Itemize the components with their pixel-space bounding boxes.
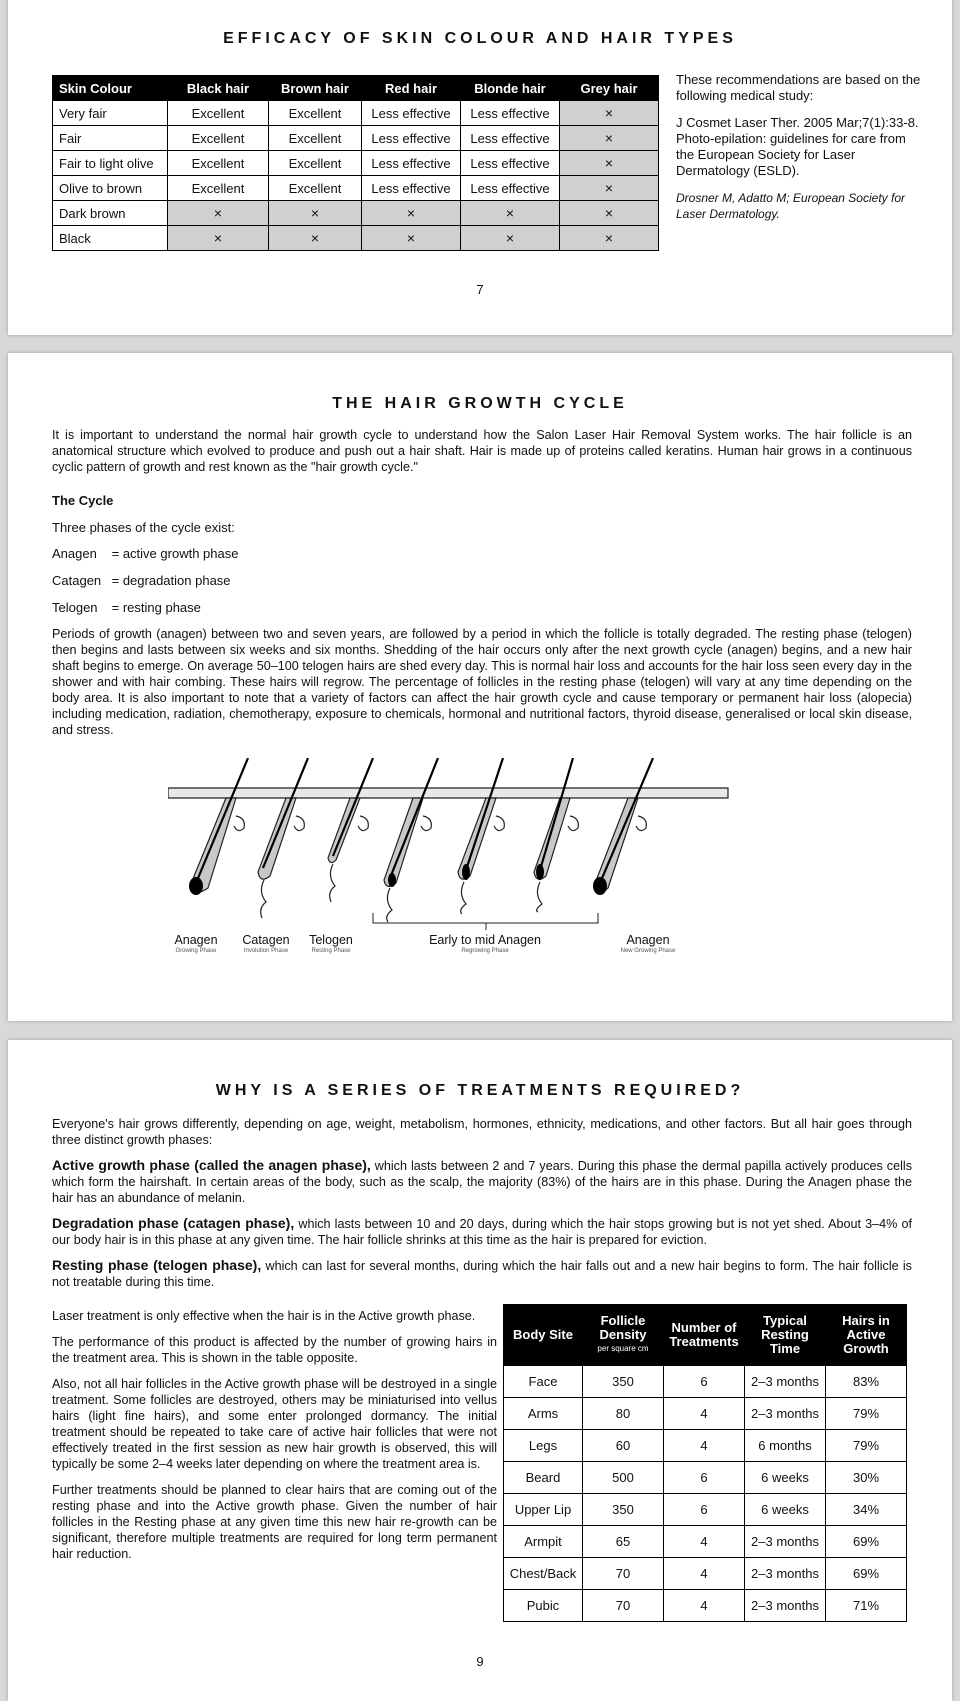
table-cell: ×: [560, 151, 659, 176]
col-header: Typical Resting Time: [745, 1305, 826, 1366]
col-header: Blonde hair: [461, 76, 560, 101]
table-cell: 4: [664, 1526, 745, 1558]
table-cell: ×: [362, 201, 461, 226]
table-cell: 69%: [826, 1526, 907, 1558]
anagen-paragraph: [52, 1157, 912, 1206]
catagen-paragraph: [52, 1215, 912, 1248]
catagen-heading: Degradation phase (catagen phase),: [52, 1215, 295, 1231]
col-header: Hairs in Active Growth: [826, 1305, 907, 1366]
table-cell: 350: [583, 1494, 664, 1526]
table-cell: 69%: [826, 1558, 907, 1590]
hair-growth-page: [8, 353, 952, 1021]
reference-note: [676, 72, 926, 233]
table-cell: 79%: [826, 1398, 907, 1430]
table-cell: Armpit: [504, 1526, 583, 1558]
table-cell: 6: [664, 1494, 745, 1526]
table-cell: 2–3 months: [745, 1558, 826, 1590]
table-cell: 350: [583, 1366, 664, 1398]
page-number: 9: [476, 1654, 484, 1669]
table-cell: Chest/Back: [504, 1558, 583, 1590]
treatment-notes: [52, 1308, 497, 1572]
phase-name: Catagen: [52, 573, 102, 588]
table-row: [504, 1462, 907, 1494]
col-header: Number of Treatments: [664, 1305, 745, 1366]
phase-name: Telogen: [52, 600, 98, 615]
table-cell: 83%: [826, 1366, 907, 1398]
label-sub: Growing Phase: [175, 948, 217, 954]
table-cell: Beard: [504, 1462, 583, 1494]
table-cell: ×: [461, 201, 560, 226]
table-cell: Legs: [504, 1430, 583, 1462]
table-row: [53, 126, 659, 151]
table-cell: Upper Lip: [504, 1494, 583, 1526]
table-cell: Face: [504, 1366, 583, 1398]
table-cell: 79%: [826, 1430, 907, 1462]
table-cell: Excellent: [168, 126, 269, 151]
catagen-text: which lasts between 10 and 20 days, during which the hair stops growing but is not yet shed. About 3–4% of our body hair is in this phase at any given time. The hair follicle shrinks at this time as the hair is prepared for eviction.: [52, 1217, 912, 1247]
col-header-sub: per square cm: [597, 1344, 649, 1353]
reference-authors: Drosner M, Adatto M; European Society for Laser Dermatology.: [676, 191, 905, 221]
page-number: 7: [476, 282, 484, 297]
table-cell: 65: [583, 1526, 664, 1558]
table-cell: 30%: [826, 1462, 907, 1494]
table-row: [504, 1398, 907, 1430]
table-row: [53, 151, 659, 176]
table-cell: ×: [168, 226, 269, 251]
table-row: [53, 101, 659, 126]
table-cell: Less effective: [461, 176, 560, 201]
table-cell: 4: [664, 1558, 745, 1590]
table-cell: ×: [269, 201, 362, 226]
table-row: [53, 226, 659, 251]
cycle-intro: Three phases of the cycle exist:: [52, 520, 235, 535]
table-cell: ×: [560, 176, 659, 201]
hair-follicle-illustration: [168, 758, 788, 993]
table-cell: 2–3 months: [745, 1398, 826, 1430]
table-cell: 4: [664, 1590, 745, 1622]
efficacy-table: [52, 75, 659, 251]
table-cell: Arms: [504, 1398, 583, 1430]
label-early-anagen: [420, 933, 550, 954]
table-cell: Excellent: [168, 176, 269, 201]
phase-desc: = degradation phase: [111, 573, 231, 588]
label-telogen: [302, 933, 360, 954]
note-paragraph: Also, not all hair follicles in the Active growth phase will be destroyed in a single treatment. Some follicles are destroyed, others may be miniaturised into vellus hairs (light fine hairs), and some enter prolonged dormancy. The initial treatment should be repeated to take care of active hair follicles that were not effectively treated in the first session as new hair growth is observed, this will typically be some 2–4 weeks later depending on where the treatment area is.: [52, 1377, 497, 1471]
table-cell: Less effective: [461, 151, 560, 176]
table-cell: Very fair: [53, 101, 168, 126]
page-title: THE HAIR GROWTH CYCLE: [332, 395, 628, 412]
col-header: Brown hair: [269, 76, 362, 101]
table-cell: Excellent: [269, 126, 362, 151]
anagen-heading: Active growth phase (called the anagen phase),: [52, 1157, 371, 1173]
cycle-heading: The Cycle: [52, 493, 114, 508]
table-cell: Less effective: [461, 126, 560, 151]
table-cell: Excellent: [269, 151, 362, 176]
intro-paragraph: Everyone's hair grows differently, depending on age, weight, metabolism, hormones, ethnicity, medications, and other factors. But all hair goes through three distinct growth phases:: [52, 1117, 912, 1147]
hair-cycle-diagram: [168, 758, 788, 993]
table-cell: 6 months: [745, 1430, 826, 1462]
col-header: Skin Colour: [53, 76, 168, 101]
phase-name: Anagen: [52, 546, 97, 561]
label-text: Catagen: [242, 933, 290, 947]
col-header: Red hair: [362, 76, 461, 101]
table-cell: Excellent: [269, 101, 362, 126]
reference-citation: J Cosmet Laser Ther. 2005 Mar;7(1):33-8. Photo-epilation: guidelines for care from the European Society for Laser Dermatology (ESLD).: [676, 115, 919, 178]
note-paragraph: Laser treatment is only effective when the hair is in the Active growth phase.: [52, 1309, 476, 1323]
table-cell: ×: [560, 101, 659, 126]
col-header: Black hair: [168, 76, 269, 101]
table-cell: ×: [362, 226, 461, 251]
table-cell: 6 weeks: [745, 1494, 826, 1526]
table-row: [504, 1526, 907, 1558]
table-row: [504, 1558, 907, 1590]
table-row: [53, 201, 659, 226]
table-cell: ×: [560, 226, 659, 251]
table-cell: 6: [664, 1366, 745, 1398]
note-paragraph: The performance of this product is affected by the number of growing hairs in the treatment area. This is shown in the table opposite.: [52, 1335, 497, 1365]
telogen-text: which can last for several months, during which the hair falls out and a new hair begins to form. The hair follicle is not treatable during this time.: [52, 1259, 912, 1289]
label-anagen: [168, 933, 224, 954]
table-cell: Fair to light olive: [53, 151, 168, 176]
telogen-paragraph: [52, 1257, 912, 1290]
label-sub: Involution Phase: [243, 948, 289, 954]
treatments-text: [52, 1116, 912, 1299]
label-catagen: [234, 933, 298, 954]
page-title: EFFICACY OF SKIN COLOUR AND HAIR TYPES: [223, 30, 737, 47]
table-cell: Less effective: [362, 176, 461, 201]
col-header: Grey hair: [560, 76, 659, 101]
col-header: [583, 1305, 664, 1366]
table-cell: 2–3 months: [745, 1366, 826, 1398]
intro-paragraph: It is important to understand the normal hair growth cycle to understand how the Salon Laser Hair Removal System works. The hair follicle is an anatomical structure which evolved to produce and push out a hair shaft. Hair is made up of proteins called keratins. Human hair grows in a continuous cyclic pattern of growth and rest known as the "hair growth cycle.": [52, 428, 912, 474]
table-cell: 4: [664, 1398, 745, 1430]
label-text: Early to mid Anagen: [429, 933, 541, 947]
table-cell: 6 weeks: [745, 1462, 826, 1494]
table-cell: ×: [168, 201, 269, 226]
table-cell: Less effective: [362, 126, 461, 151]
page-9: [8, 1040, 952, 1701]
table-row: [504, 1494, 907, 1526]
table-cell: 80: [583, 1398, 664, 1430]
phase-anagen: [52, 546, 238, 561]
table-cell: Pubic: [504, 1590, 583, 1622]
table-cell: ×: [461, 226, 560, 251]
table-cell: ×: [560, 201, 659, 226]
table-cell: 500: [583, 1462, 664, 1494]
phase-desc: = resting phase: [111, 600, 201, 615]
table-cell: Excellent: [168, 151, 269, 176]
table-cell: Excellent: [168, 101, 269, 126]
table-row: [53, 176, 659, 201]
page-title: WHY IS A SERIES OF TREATMENTS REQUIRED?: [215, 1082, 745, 1099]
table-row: [504, 1590, 907, 1622]
label-sub: Resting Phase: [311, 948, 351, 954]
table-cell: 34%: [826, 1494, 907, 1526]
body-site-table: [503, 1304, 907, 1622]
table-cell: 71%: [826, 1590, 907, 1622]
table-cell: Dark brown: [53, 201, 168, 226]
label-text: Anagen: [626, 933, 670, 947]
table-cell: ×: [560, 126, 659, 151]
table-cell: 6: [664, 1462, 745, 1494]
table-cell: 70: [583, 1558, 664, 1590]
table-cell: 60: [583, 1430, 664, 1462]
table-cell: Black: [53, 226, 168, 251]
table-row: [504, 1430, 907, 1462]
col-header: Body Site: [504, 1305, 583, 1366]
table-cell: Less effective: [362, 151, 461, 176]
phase-telogen: [52, 600, 201, 615]
telogen-heading: Resting phase (telogen phase),: [52, 1257, 262, 1273]
table-cell: Less effective: [461, 101, 560, 126]
label-text: Anagen: [174, 933, 218, 947]
phase-desc: = active growth phase: [111, 546, 239, 561]
table-cell: Less effective: [362, 101, 461, 126]
table-cell: 70: [583, 1590, 664, 1622]
table-cell: 2–3 months: [745, 1590, 826, 1622]
table-cell: ×: [269, 226, 362, 251]
reference-intro: These recommendations are based on the following medical study:: [676, 72, 921, 103]
col-header-text: Follicle Density: [599, 1313, 647, 1342]
table-cell: 2–3 months: [745, 1526, 826, 1558]
label-text: Telogen: [309, 933, 353, 947]
cycle-paragraph: Periods of growth (anagen) between two and seven years, are followed by a period in which the follicle is totally degraded. The resting phase (telogen) then begins and lasts between six weeks and six months. Shedding of the hair occurs only after the next growth cycle (anagen) begins, and a new hair shaft begins to emerge. On average 50–100 telogen hairs are shed every day. This is normal hair loss and accounts for the hair loss seen every day in the shower and with hair combing. These hairs will regrow. The percentage of follicles in the resting phase (telogen) will vary at any time depending on the body area. It is also important to note that a variety of factors can affect the hair growth cycle and cause temporary or permanent hair loss (alopecia) including medication, radiation, chemotherapy, exposure to chemicals, hormonal and nutritional factors, thyroid disease, generalised or local skin disease, and stress.: [52, 627, 912, 737]
label-sub: New Growing Phase: [620, 948, 676, 954]
table-cell: Fair: [53, 126, 168, 151]
table-cell: 4: [664, 1430, 745, 1462]
label-new-anagen: [608, 933, 688, 954]
table-row: [504, 1366, 907, 1398]
anagen-text: which lasts between 2 and 7 years. During this phase the dermal papilla actively produces cells which form the hairshaft. In certain areas of the body, such as the scalp, the majority (83%) of the hairs are in this phase. During the Anagen phase the hair has an abundance of melanin.: [52, 1159, 912, 1205]
label-sub: Regrowing Phase: [461, 948, 509, 954]
page-7: [8, 0, 952, 335]
table-cell: Olive to brown: [53, 176, 168, 201]
note-paragraph: Further treatments should be planned to clear hairs that are coming out of the resting phase and into the Active growth phase. Given the number of hair follicles in the Resting phase at any given time this new hair re-growth can be significant, therefore multiple treatments are required for long term permanent hair reduction.: [52, 1483, 497, 1561]
phase-catagen: [52, 573, 231, 588]
table-cell: Excellent: [269, 176, 362, 201]
